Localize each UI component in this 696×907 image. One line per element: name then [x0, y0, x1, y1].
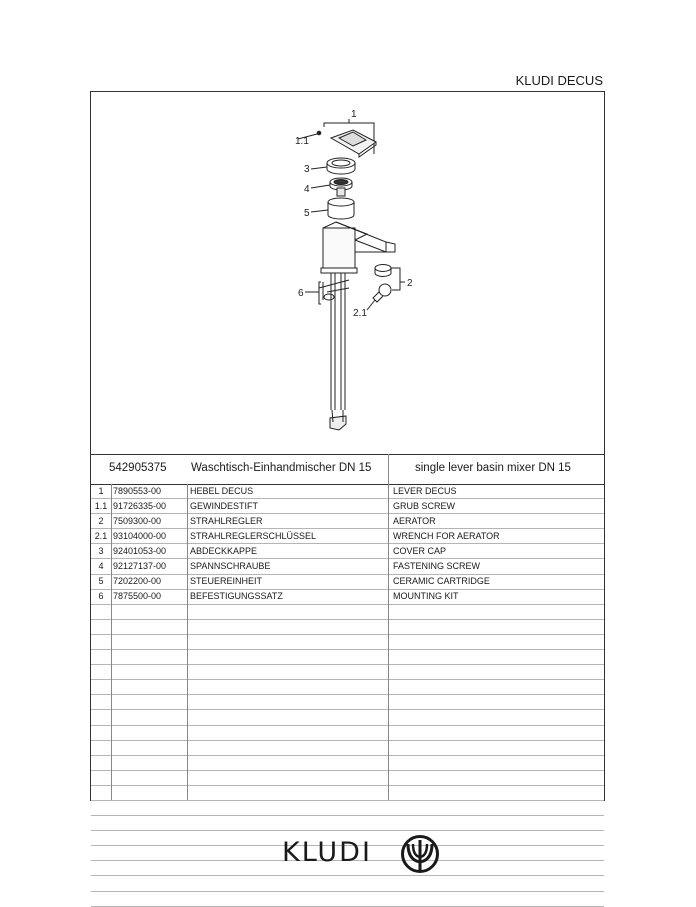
table-row: [91, 559, 604, 574]
exploded-view-svg: [91, 92, 604, 454]
table-row: [91, 771, 604, 786]
table-row: [91, 499, 604, 514]
column-divider: [388, 484, 389, 800]
callout-1-1: 1.1: [295, 136, 309, 147]
part-name-de: SPANNSCHRAUBE: [190, 560, 271, 571]
part-name-de: GEWINDESTIFT: [190, 500, 258, 511]
table-row: [91, 620, 604, 635]
callout-6: 6: [298, 288, 304, 299]
table-row: [91, 876, 604, 891]
part-position: 5: [98, 576, 104, 587]
product-number: 542905375: [109, 462, 167, 474]
table-row: [91, 680, 604, 695]
kludi-mark-icon: [398, 834, 444, 874]
part-number: 92127137-00: [113, 560, 167, 571]
part-number: 91726335-00: [113, 500, 167, 511]
part-name-en: CERAMIC CARTRIDGE: [393, 576, 490, 587]
callout-3: 3: [304, 164, 310, 175]
table-row: [91, 726, 604, 741]
part-name-de: STRAHLREGLERSCHLÜSSEL: [190, 530, 317, 541]
table-row: [91, 575, 604, 590]
document-title: KLUDI DECUS: [515, 73, 603, 88]
part-name-de: HEBEL DECUS: [190, 485, 254, 496]
part-name-de: STRAHLREGLER: [190, 515, 263, 526]
table-row: [91, 605, 604, 620]
table-row: [91, 635, 604, 650]
table-row: [91, 816, 604, 831]
part-number: 7890553-00: [113, 485, 162, 496]
table-row: [91, 786, 604, 801]
table-row: [91, 529, 604, 544]
callout-2: 2: [407, 278, 413, 289]
part-position: 2.1: [94, 530, 108, 541]
product-header-row: [91, 454, 604, 485]
table-row: [91, 665, 604, 680]
table-row: [91, 650, 604, 665]
part-name-en: LEVER DECUS: [393, 485, 457, 496]
part-name-en: MOUNTING KIT: [393, 591, 459, 602]
table-row: [91, 695, 604, 710]
part-name-de: BEFESTIGUNGSSATZ: [190, 591, 283, 602]
table-row: [91, 710, 604, 725]
table-row: [91, 544, 604, 559]
part-name-en: GRUB SCREW: [393, 500, 456, 511]
callout-1: 1: [351, 109, 357, 120]
part-number: 7202200-00: [113, 576, 162, 587]
part-position: 1.1: [94, 500, 108, 511]
part-position: 2: [98, 515, 104, 526]
product-name-de: Waschtisch-Einhandmischer DN 15: [191, 462, 372, 474]
part-name-de: ABDECKKAPPE: [190, 545, 258, 556]
part-name-de: STEUEREINHEIT: [190, 576, 263, 587]
part-number: 7509300-00: [113, 515, 162, 526]
callout-4: 4: [304, 184, 310, 195]
part-name-en: WRENCH FOR AERATOR: [393, 530, 500, 541]
part-number: 7875500-00: [113, 591, 162, 602]
part-number: 92401053-00: [113, 545, 167, 556]
part-position: 6: [98, 591, 104, 602]
part-position: 4: [98, 560, 104, 571]
part-name-en: FASTENING SCREW: [393, 560, 481, 571]
logo-wordmark: KLUDI: [282, 837, 372, 868]
product-name-en: single lever basin mixer DN 15: [415, 462, 571, 474]
callout-5: 5: [304, 208, 310, 219]
callout-2-1: 2.1: [353, 308, 367, 319]
table-row: [91, 590, 604, 605]
table-row: [91, 484, 604, 499]
exploded-view-drawing: [91, 92, 604, 455]
part-number: 93104000-00: [113, 530, 167, 541]
column-divider: [111, 484, 112, 800]
column-divider: [187, 484, 188, 800]
table-row: [91, 801, 604, 816]
part-position: 1: [98, 485, 104, 496]
table-row: [91, 756, 604, 771]
table-row: [91, 892, 604, 907]
part-position: 3: [98, 545, 104, 556]
table-row: [91, 741, 604, 756]
spare-parts-sheet: [90, 91, 605, 801]
part-name-en: AERATOR: [393, 515, 436, 526]
part-name-en: COVER CAP: [393, 545, 447, 556]
table-row: [91, 514, 604, 529]
